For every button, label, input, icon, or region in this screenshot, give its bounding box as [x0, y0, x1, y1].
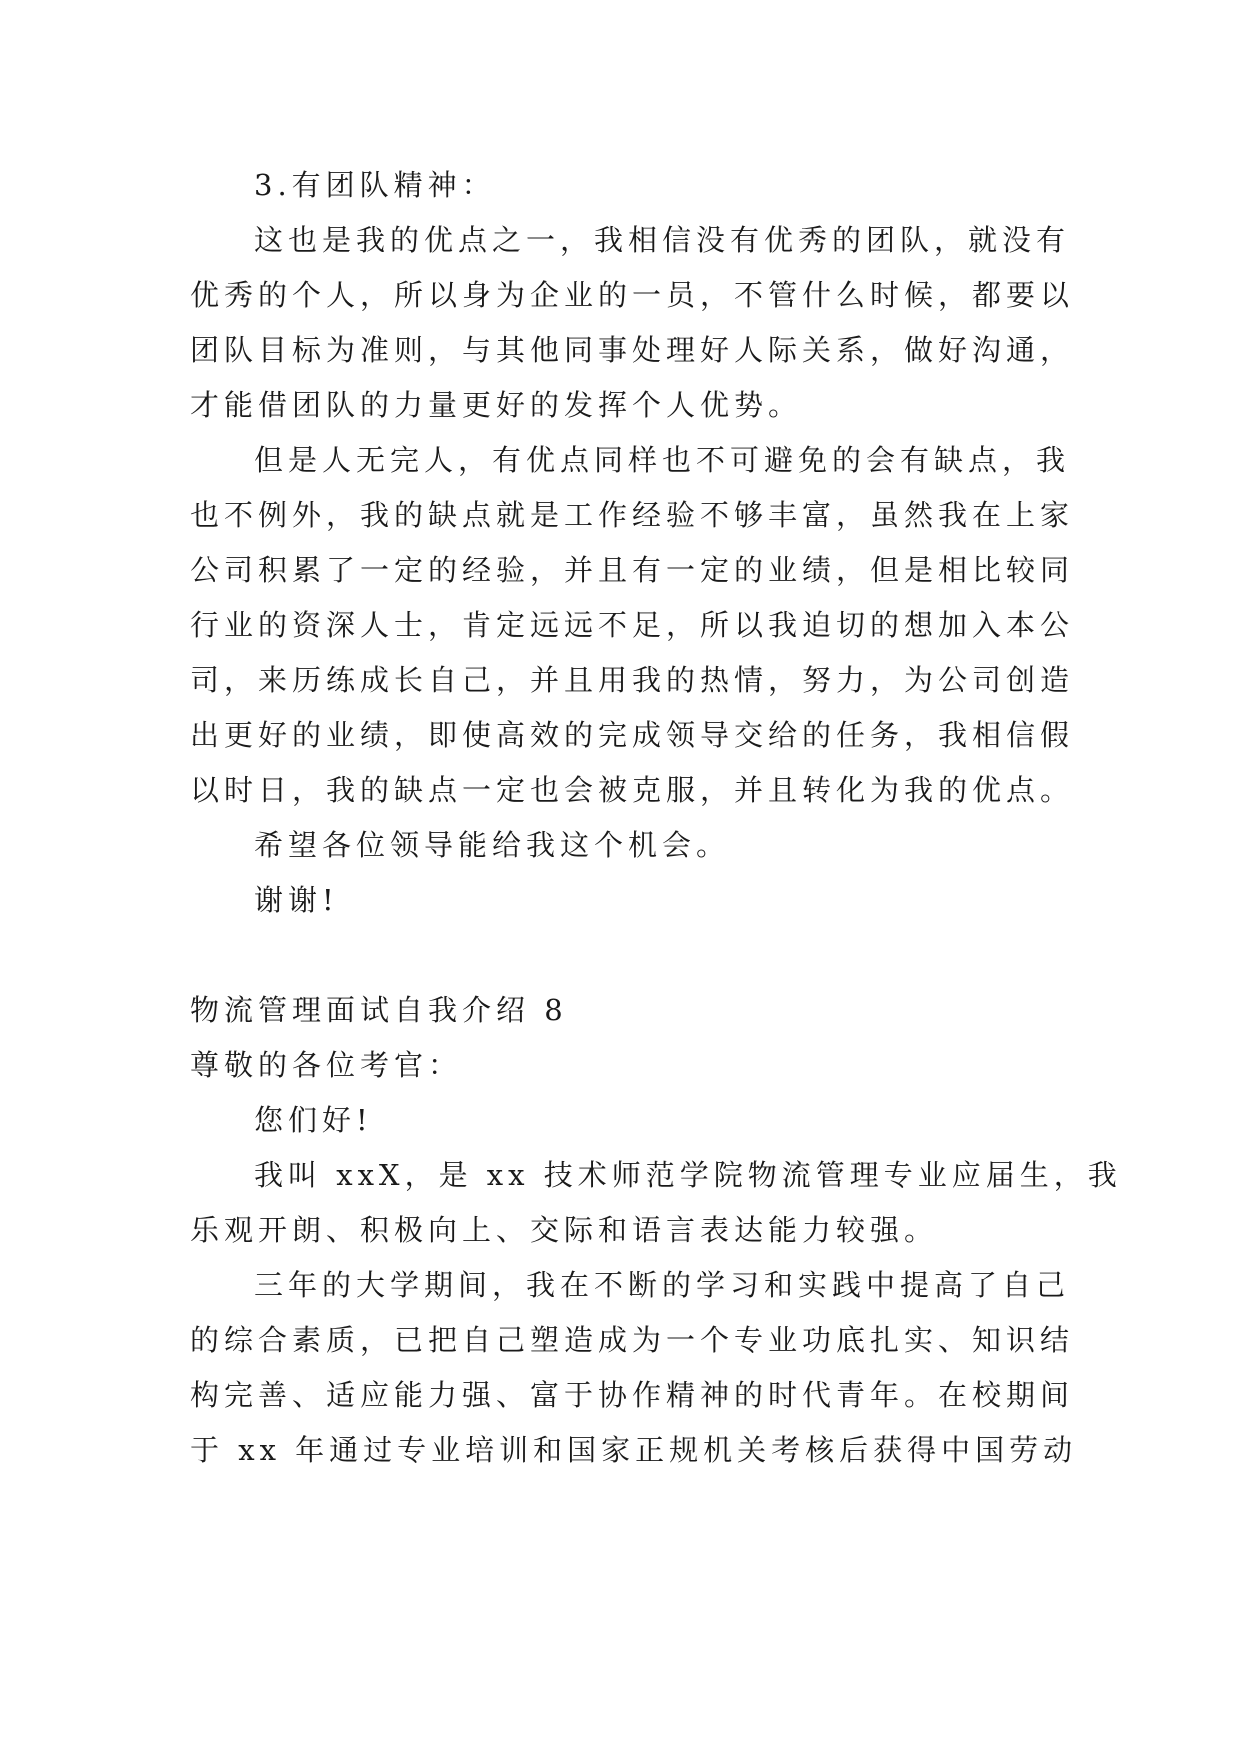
salutation: 尊敬的各位考官：: [190, 1048, 463, 1082]
paragraph-line: 出更好的业绩，即使高效的完成领导交给的任务，我相信假: [190, 718, 1075, 752]
paragraph-line: 我叫 xxX，是 xx 技术师范学院物流管理专业应届生，我: [254, 1158, 1122, 1192]
paragraph-line: 行业的资深人士，肯定远远不足，所以我迫切的想加入本公: [190, 608, 1075, 642]
heading-team-spirit: 3.有团队精神：: [254, 168, 496, 202]
closing-thanks: 谢谢!: [254, 883, 339, 917]
paragraph-line: 才能借团队的力量更好的发挥个人优势。: [190, 388, 803, 422]
paragraph-line: 三年的大学期间，我在不断的学习和实践中提高了自己: [254, 1268, 1071, 1302]
paragraph-line: 乐观开朗、积极向上、交际和语言表达能力较强。: [190, 1213, 939, 1247]
paragraph-line: 公司积累了一定的经验，并且有一定的业绩，但是相比较同: [190, 553, 1075, 587]
paragraph-line: 这也是我的优点之一，我相信没有优秀的团队，就没有: [254, 223, 1071, 257]
paragraph-line: 的综合素质，已把自己塑造成为一个专业功底扎实、知识结: [190, 1323, 1075, 1357]
paragraph-line: 希望各位领导能给我这个机会。: [254, 828, 731, 862]
paragraph-line: 以时日，我的缺点一定也会被克服，并且转化为我的优点。: [190, 773, 1075, 807]
section-title: 物流管理面试自我介绍 8: [190, 993, 568, 1027]
paragraph-line: 团队目标为准则，与其他同事处理好人际关系，做好沟通，: [190, 333, 1075, 367]
paragraph-line: 优秀的个人，所以身为企业的一员，不管什么时候，都要以: [190, 278, 1075, 312]
paragraph-line: 构完善、适应能力强、富于协作精神的时代青年。在校期间: [190, 1378, 1075, 1412]
paragraph-line: 但是人无完人，有优点同样也不可避免的会有缺点，我: [254, 443, 1071, 477]
greeting: 您们好!: [254, 1103, 373, 1137]
paragraph-line: 于 xx 年通过专业培训和国家正规机关考核后获得中国劳动: [190, 1433, 1078, 1467]
paragraph-line: 司，来历练成长自己，并且用我的热情，努力，为公司创造: [190, 663, 1075, 697]
paragraph-line: 也不例外，我的缺点就是工作经验不够丰富，虽然我在上家: [190, 498, 1075, 532]
